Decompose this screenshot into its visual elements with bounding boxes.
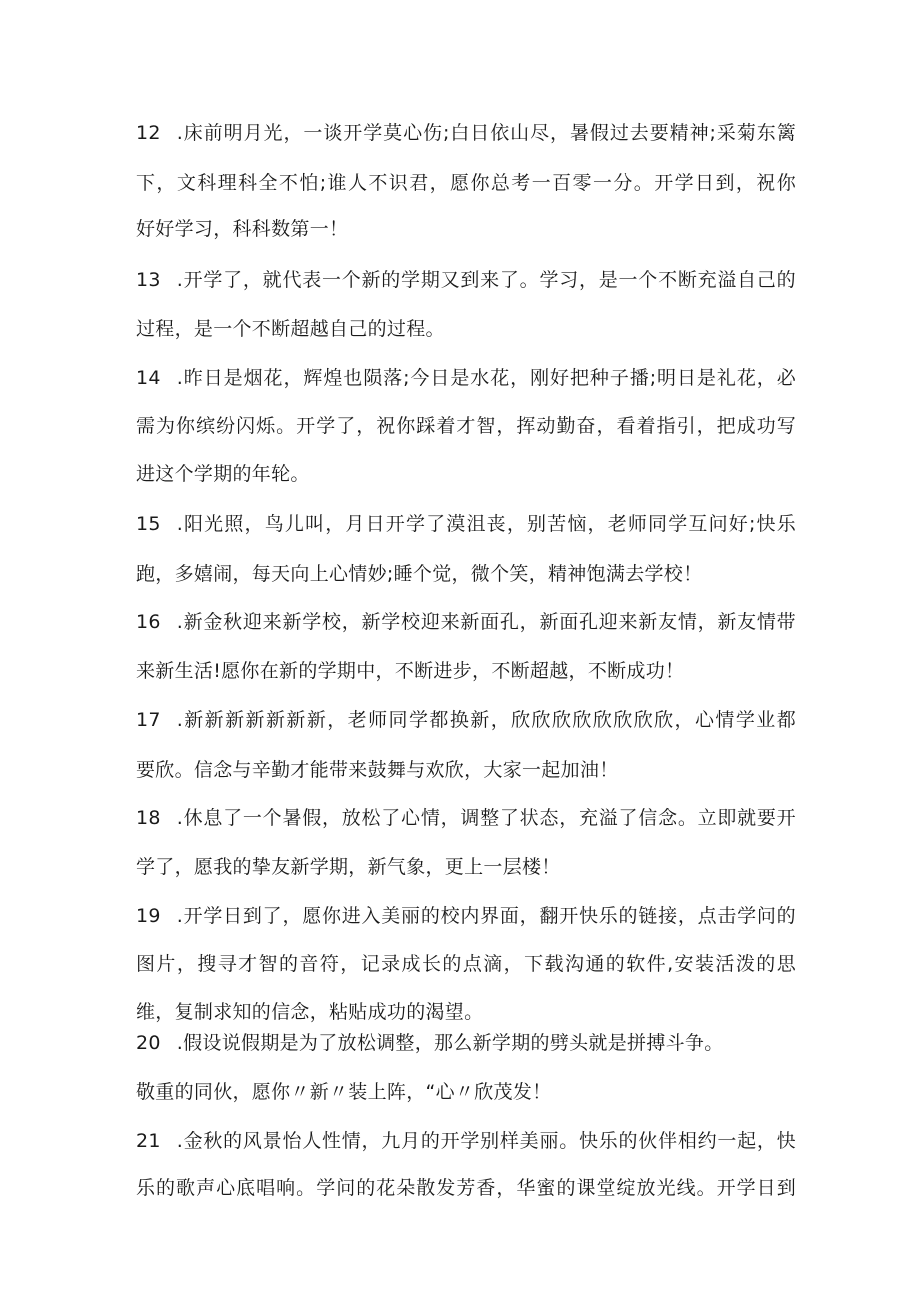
paragraph-line: 维，复制求知的信念，粘贴成功的渴望。 xyxy=(136,1001,484,1023)
item-number: 17 xyxy=(136,709,161,731)
paragraph-line xyxy=(136,900,796,932)
paragraph-line xyxy=(136,704,796,736)
line-text: .床前明月光，一谈开学莫心伤;白日依山尽，暑假过去要精神;采菊东篱 xyxy=(176,122,796,144)
paragraph-line: 下，文科理科全不怕;谁人不识君，愿你总考一百零一分。开学日到，祝你 xyxy=(136,172,796,194)
line-text: .新金秋迎来新学校，新学校迎来新面孔，新面孔迎来新友情，新友情带 xyxy=(176,611,796,633)
paragraph-line xyxy=(136,1027,796,1059)
paragraph-line: 乐的歌声心底唱响。学问的花朵散发芳香，华蜜的课堂绽放光线。开学日到 xyxy=(136,1177,796,1199)
paragraph-line: 要欣。信念与辛勤才能带来鼓舞与欢欣，大家一起加油！ xyxy=(136,759,619,781)
line-text: .休息了一个暑假，放松了心情，调整了状态，充溢了信念。立即就要开 xyxy=(176,807,796,829)
line-text: .新新新新新新新，老师同学都换新，欣欣欣欣欣欣欣欣，心情学业都 xyxy=(176,709,796,731)
paragraph-line xyxy=(136,264,796,296)
paragraph-line: 图片，搜寻才智的音符，记录成长的点滴，下载沟通的软件,安装活泼的思 xyxy=(136,953,796,975)
line-text: .开学了，就代表一个新的学期又到来了。学习，是一个不断充溢自己的 xyxy=(176,269,796,291)
item-number: 13 xyxy=(136,269,161,291)
paragraph-line: 过程，是一个不断超越自己的过程。 xyxy=(136,318,445,340)
paragraph-line xyxy=(136,362,796,394)
paragraph-line: 进这个学期的年轮。 xyxy=(136,463,310,485)
line-text: .昨日是烟花，辉煌也陨落;今日是水花，刚好把种子播;明日是礼花，必 xyxy=(176,367,796,389)
paragraph-line xyxy=(136,606,796,638)
paragraph-line: 跑，多嬉闹，每天向上心情妙;睡个觉，微个笑，精神饱满去学校！ xyxy=(136,563,703,585)
item-number: 20 xyxy=(136,1032,161,1054)
paragraph-line: 敬重的同伙，愿你〃新〃装上阵，“心〃欣茂发！ xyxy=(136,1081,552,1103)
item-number: 16 xyxy=(136,611,161,633)
line-text: .假设说假期是为了放松调整，那么新学期的劈头就是拼搏斗争。 xyxy=(176,1032,724,1054)
item-number: 21 xyxy=(136,1130,161,1152)
line-text: .金秋的风景怡人性情，九月的开学别样美丽。快乐的伙伴相约一起，快 xyxy=(176,1130,796,1152)
paragraph-line: 需为你缤纷闪烁。开学了，祝你踩着才智，挥动勤奋，看着指引，把成功写 xyxy=(136,415,796,437)
paragraph-line xyxy=(136,802,796,834)
paragraph-line: 学了，愿我的挚友新学期，新气象，更上一层楼！ xyxy=(136,856,561,878)
paragraph-line xyxy=(136,117,796,149)
line-text: .阳光照，鸟儿叫，月日开学了漠沮丧，别苦恼，老师同学互问好;快乐 xyxy=(176,513,796,535)
item-number: 15 xyxy=(136,513,161,535)
item-number: 19 xyxy=(136,905,161,927)
paragraph-line: 好好学习，科科数第一！ xyxy=(136,218,349,240)
paragraph-line xyxy=(136,508,796,540)
paragraph-line xyxy=(136,1125,796,1157)
item-number: 12 xyxy=(136,122,161,144)
item-number: 14 xyxy=(136,367,161,389)
line-text: .开学日到了，愿你进入美丽的校内界面，翻开快乐的链接，点击学问的 xyxy=(176,905,796,927)
item-number: 18 xyxy=(136,807,161,829)
paragraph-line: 来新生活!愿你在新的学期中，不断进步，不断超越，不断成功！ xyxy=(136,660,685,682)
